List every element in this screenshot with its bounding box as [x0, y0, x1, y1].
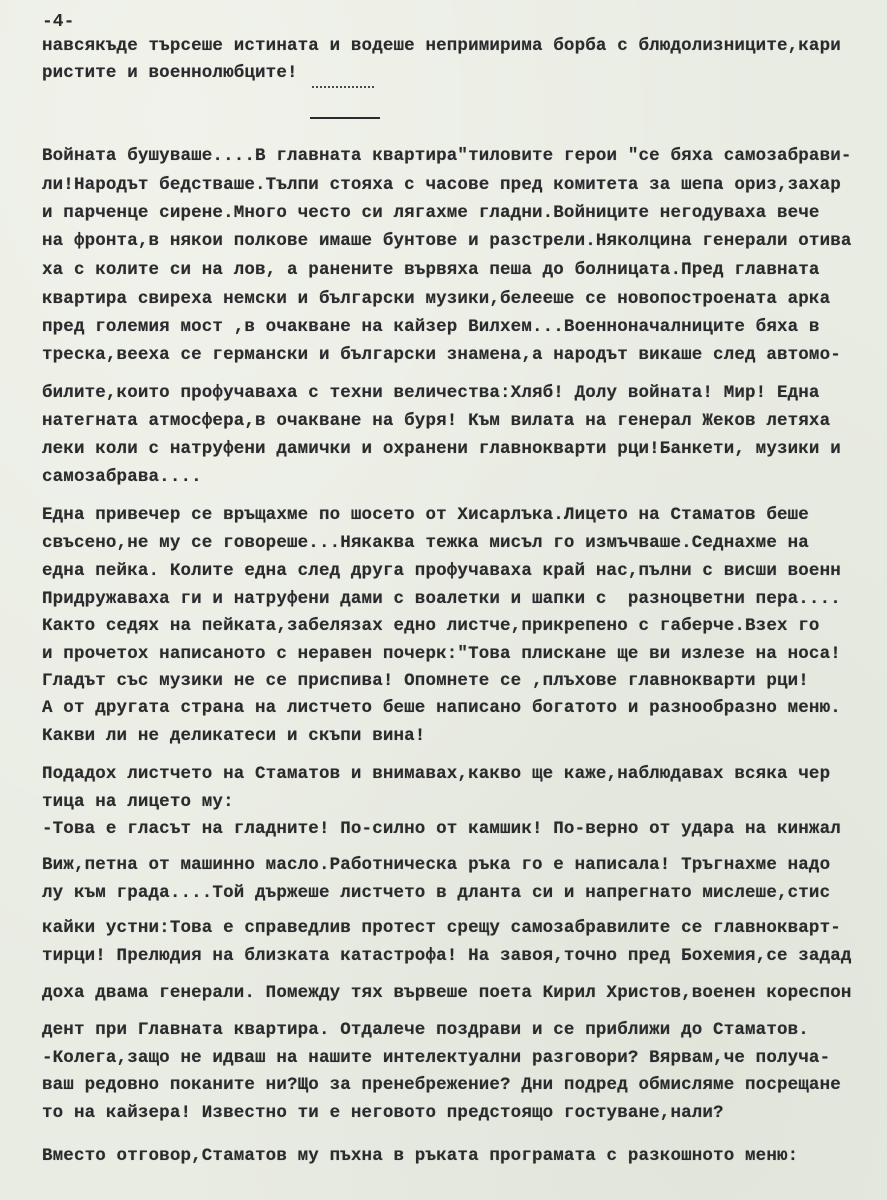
- text-line: Подадох листчето на Стаматов и внимавах,какво ще каже,наблюдавах всяка чер: [42, 764, 831, 784]
- text-line: пред големия мост ,в очакване на кайзер Вилхем...Военноначалниците бяха в: [42, 317, 820, 337]
- text-line: ваш редовно поканите ни?Що за пренебрежение? Дни подред обмисляме посрещане: [42, 1075, 841, 1095]
- text-line: леки коли с натруфени дамички и охранени главнокварти рци!Банкети, музики и: [42, 439, 841, 459]
- text-line: самозабрава....: [42, 467, 202, 487]
- text-line: треска,вееха се германски и български знамена,а народът викаше след автомо-: [42, 345, 841, 365]
- text-line: натегната атмосфера,в очакване на буря! Към вилата на генерал Жеков летяха: [42, 411, 831, 431]
- text-line: на фронта,в някои полкове имаше бунтове и разстрели.Няколцина генерали отива: [42, 231, 852, 251]
- text-line: Вместо отговор,Стаматов му пъхна в ръката програмата с разкошното меню:: [42, 1146, 799, 1166]
- text-line: ли!Народът бедстваше.Тълпи стояха с часове пред комитета за шепа ориз,захар: [42, 175, 841, 195]
- text-line: Гладът със музики не се приспива! Опомнете се ,плъхове главнокварти рци!: [42, 671, 809, 691]
- text-line: Както седях на пейката,забелязах едно листче,прикрепено с габерче.Взех го: [42, 616, 820, 636]
- text-line: ристите и военнолюбците!: [42, 63, 298, 83]
- text-line: Войната бушуваше....В главната квартира"тиловите герои "се бяха самозабрави-: [42, 146, 852, 166]
- text-line: ха с колите си на лов, а ранените вървяха пеша до болницата.Пред главната: [42, 260, 820, 280]
- text-line: навсякъде търсеше истината и водеше непримирима борба с блюдолизниците,кари: [42, 36, 841, 56]
- text-line: А от другата страна на листчето беше написано богатото и разнообразно меню.: [42, 698, 841, 718]
- separator-dots: [312, 86, 374, 88]
- text-line: тица на лицето му:: [42, 792, 234, 812]
- text-line: и прочетох написаното с неравен почерк:"Това плискане ще ви излезе на носа!: [42, 644, 841, 664]
- text-line: една пейка. Колите една след друга профучаваха край нас,пълни с висши военн: [42, 561, 841, 581]
- text-line: квартира свиреха немски и български музики,белееше се новопостроената арка: [42, 289, 831, 309]
- page-number: -4-: [42, 12, 75, 32]
- text-line: -Това е гласът на гладните! По-силно от камшик! По-верно от удара на кинжал: [42, 819, 841, 839]
- text-line: кайки устни:Това е справедлив протест срещу самозабравилите се главнокварт-: [42, 918, 841, 938]
- separator-line: [310, 117, 380, 119]
- text-line: Една привечер се връщахме по шосето от Хисарлъка.Лицето на Стаматов беше: [42, 505, 809, 525]
- text-line: тирци! Прелюдия на близката катастрофа! На завоя,точно пред Бохемия,се задад: [42, 946, 852, 966]
- text-line: -Колега,защо не идваш на нашите интелектуални разговори? Вярвам,че получа-: [42, 1048, 831, 1068]
- text-line: лу към града....Той държеше листчето в дланта си и напрегнато мислеше,стис: [42, 883, 831, 903]
- text-line: Виж,петна от машинно масло.Работническа ръка го е написала! Тръгнахме надо: [42, 855, 831, 875]
- text-line: Придружаваха ги и натруфени дами с воалетки и шапки с разноцветни пера....: [42, 589, 841, 609]
- text-line: то на кайзера! Известно ти е неговото предстоящо гостуване,нали?: [42, 1103, 724, 1123]
- text-line: и парченце сирене.Много често си лягахме гладни.Войниците негодуваха вече: [42, 203, 820, 223]
- text-line: доха двама генерали. Помежду тях вървеше поета Кирил Христов,военен кореспон: [42, 983, 852, 1003]
- text-line: билите,които профучаваха с техни величества:Хляб! Долу войната! Мир! Една: [42, 383, 820, 403]
- text-line: дент при Главната квартира. Отдалече поздрави и се приближи до Стаматов.: [42, 1020, 809, 1040]
- text-line: Какви ли не деликатеси и скъпи вина!: [42, 726, 426, 746]
- text-line: свъсено,не му се говореше...Някаква тежка мисъл го измъчваше.Седнахме на: [42, 533, 809, 553]
